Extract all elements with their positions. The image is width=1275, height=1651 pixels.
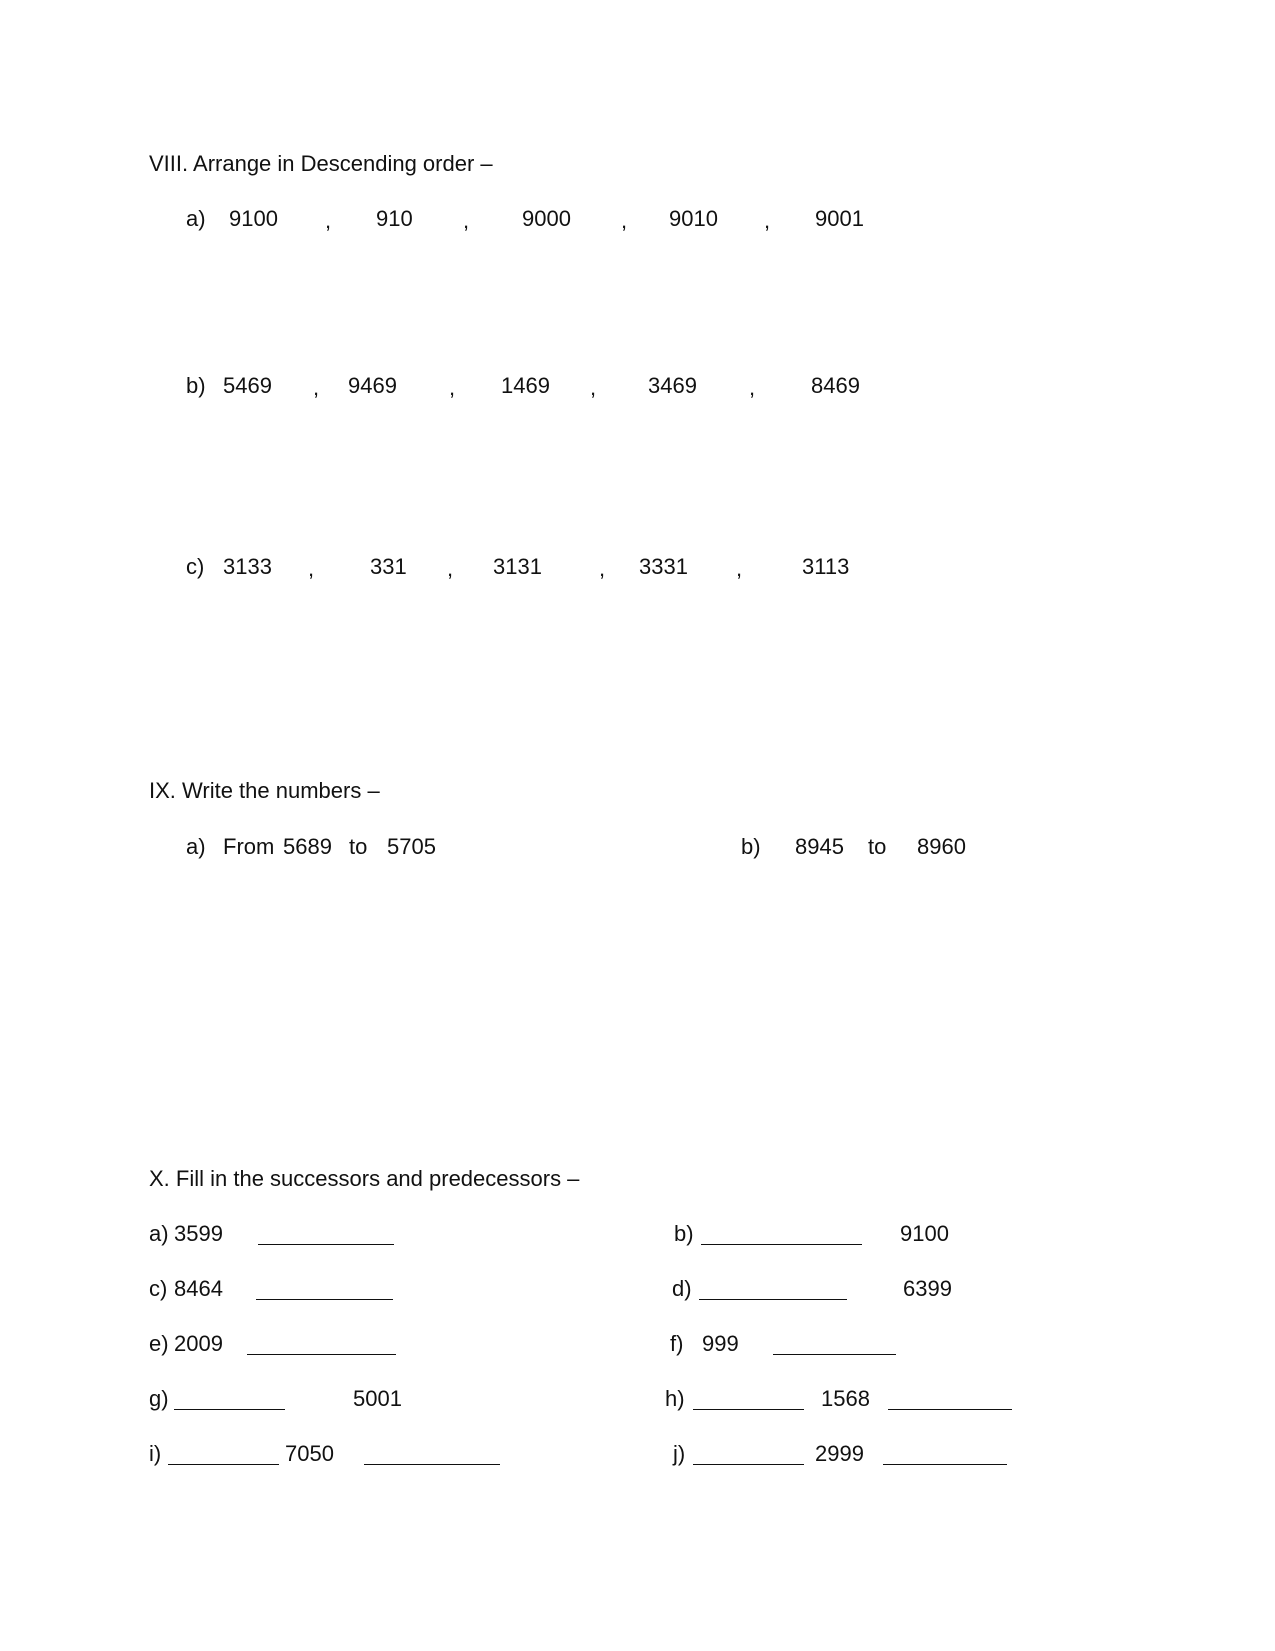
given-number: 2999: [815, 1441, 864, 1466]
number-item: 5469: [223, 373, 272, 398]
number-item: 9010: [669, 206, 718, 231]
answer-blank[interactable]: [699, 1299, 847, 1300]
given-number: 3599: [174, 1221, 223, 1246]
item-label: b): [674, 1221, 694, 1246]
section-ix-heading: IX. Write the numbers –: [149, 778, 380, 803]
start-number: 5689: [283, 834, 332, 859]
answer-blank[interactable]: [168, 1464, 279, 1465]
given-number: 5001: [353, 1386, 402, 1411]
answer-blank[interactable]: [888, 1409, 1012, 1410]
number-item: 910: [376, 206, 413, 231]
item-label: j): [673, 1441, 686, 1466]
item-label: g): [149, 1386, 169, 1411]
answer-blank[interactable]: [701, 1244, 862, 1245]
number-item: 9001: [815, 206, 864, 231]
answer-blank[interactable]: [256, 1299, 393, 1300]
item-label: a): [149, 1221, 169, 1246]
answer-blank[interactable]: [693, 1464, 804, 1465]
item-label: d): [672, 1276, 692, 1301]
item-label: i): [149, 1441, 162, 1466]
section-x-heading: X. Fill in the successors and predecessors –: [149, 1166, 580, 1191]
given-number: 7050: [285, 1441, 334, 1466]
item-label: f): [670, 1331, 684, 1356]
given-number: 1568: [821, 1386, 870, 1411]
given-number: 9100: [900, 1221, 949, 1246]
separator-comma: ,: [447, 556, 454, 581]
separator-comma: ,: [736, 556, 743, 581]
separator-comma: ,: [449, 375, 456, 400]
number-item: 1469: [501, 373, 550, 398]
separator-comma: ,: [621, 208, 628, 233]
answer-blank[interactable]: [883, 1464, 1007, 1465]
given-number: 999: [702, 1331, 739, 1356]
separator-comma: ,: [590, 375, 597, 400]
item-label: e): [149, 1331, 169, 1356]
given-number: 8464: [174, 1276, 223, 1301]
number-item: 9469: [348, 373, 397, 398]
separator-comma: ,: [463, 208, 470, 233]
answer-blank[interactable]: [247, 1354, 396, 1355]
separator-comma: ,: [308, 556, 315, 581]
number-item: 3331: [639, 554, 688, 579]
answer-blank[interactable]: [174, 1409, 285, 1410]
number-item: 8469: [811, 373, 860, 398]
start-number: 8945: [795, 834, 844, 859]
given-number: 2009: [174, 1331, 223, 1356]
answer-blank[interactable]: [693, 1409, 804, 1410]
item-label: a): [186, 834, 206, 859]
row-label: b): [186, 373, 206, 398]
answer-blank[interactable]: [258, 1244, 394, 1245]
separator-comma: ,: [325, 208, 332, 233]
end-number: 8960: [917, 834, 966, 859]
to-word: to: [349, 834, 368, 859]
row-label: c): [186, 554, 205, 579]
separator-comma: ,: [599, 556, 606, 581]
number-item: 331: [370, 554, 407, 579]
item-label: b): [741, 834, 761, 859]
row-label: a): [186, 206, 206, 231]
separator-comma: ,: [313, 375, 320, 400]
number-item: 3113: [802, 554, 850, 579]
answer-blank[interactable]: [364, 1464, 500, 1465]
given-number: 6399: [903, 1276, 952, 1301]
separator-comma: ,: [764, 208, 771, 233]
number-item: 9100: [229, 206, 278, 231]
number-item: 9000: [522, 206, 571, 231]
from-word: From: [223, 834, 275, 859]
number-item: 3131: [493, 554, 542, 579]
number-item: 3133: [223, 554, 272, 579]
item-label: c): [149, 1276, 168, 1301]
item-label: h): [665, 1386, 685, 1411]
to-word: to: [868, 834, 887, 859]
separator-comma: ,: [749, 375, 756, 400]
answer-blank[interactable]: [773, 1354, 896, 1355]
number-item: 3469: [648, 373, 697, 398]
end-number: 5705: [387, 834, 436, 859]
section-viii-heading: VIII. Arrange in Descending order –: [149, 151, 493, 176]
